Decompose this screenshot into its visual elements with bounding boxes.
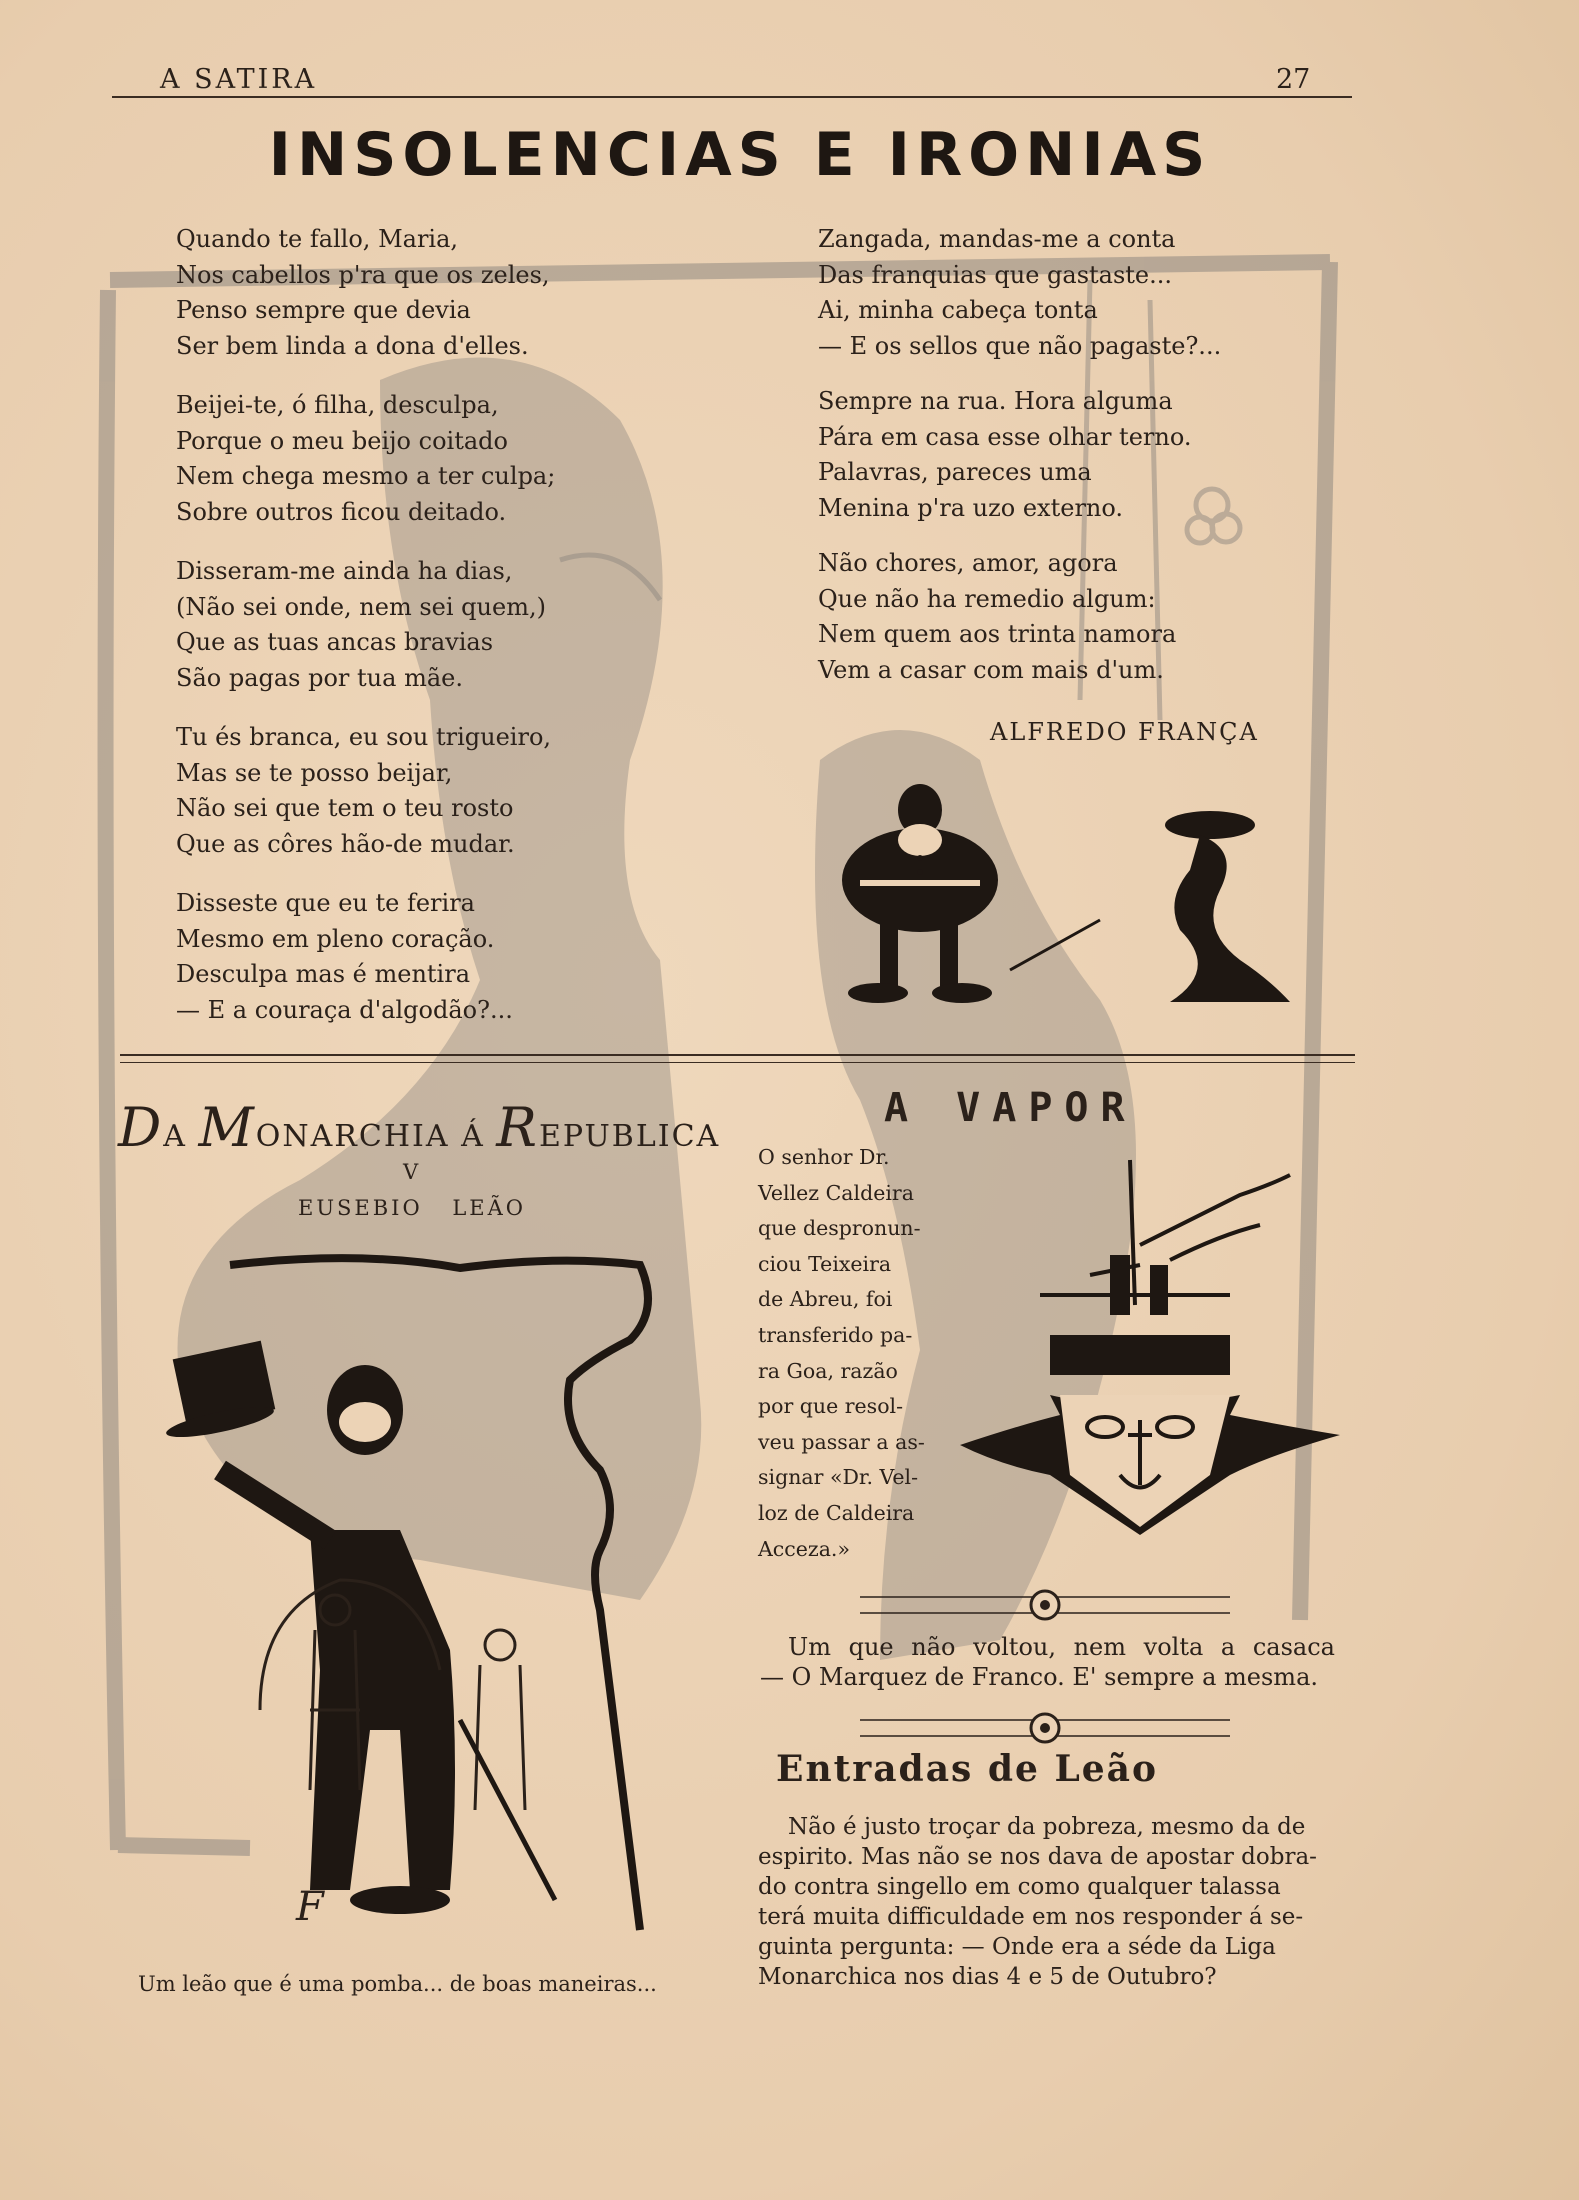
poem-line: Tu és branca, eu sou trigueiro,	[176, 723, 552, 751]
poem-line: Ser bem linda a dona d'elles.	[176, 331, 529, 360]
casaca-line: — O Marquez de Franco. E' sempre a mesma.	[760, 1663, 1318, 1691]
entradas-line: do contra singello em como qualquer talassa	[758, 1874, 1281, 1900]
policeman-illustration	[820, 780, 1320, 1020]
casaca-text	[760, 1632, 1335, 1692]
lady-figure	[1010, 811, 1290, 1002]
vapor-line: transferido pa-	[758, 1322, 913, 1347]
poem-line: Nem quem aos trinta namora	[818, 620, 1177, 648]
poem-line: Não chores, amor, agora	[818, 549, 1118, 577]
caricature-illustration	[160, 1250, 680, 1950]
monarchia-subtitle: EUSEBIO LEÃO	[298, 1196, 527, 1220]
entradas-title: Entradas de Leão	[776, 1748, 1158, 1790]
poem-stanza	[818, 222, 1221, 364]
section-divider	[120, 1054, 1355, 1056]
vapor-line: signar «Dr. Vel-	[758, 1465, 919, 1490]
poem-stanza	[818, 546, 1176, 688]
poem-line: Que as côres hão-de mudar.	[176, 829, 515, 858]
poem-line: Porque o meu beijo coitado	[176, 426, 508, 455]
vapor-line: loz de Caldeira	[758, 1500, 915, 1525]
running-head: A SATIRA	[160, 64, 318, 95]
poem-line: Ai, minha cabeça tonta	[818, 296, 1098, 324]
poem-line: Nem chega mesmo a ter culpa;	[176, 462, 556, 490]
gentleman-figure	[220, 1365, 455, 1914]
entradas-line: guinta pergunta: — Onde era a séde da Liga	[758, 1934, 1276, 1960]
entradas-line: Não é justo troçar da pobreza, mesmo da de	[788, 1814, 1306, 1840]
poem-line: Sobre outros ficou deitado.	[176, 497, 507, 526]
poem-stanza	[176, 222, 550, 364]
poem-line: Que não ha remedio algum:	[818, 584, 1156, 613]
poem-line: Quando te fallo, Maria,	[176, 225, 459, 253]
poem-stanza	[176, 554, 546, 696]
page-title: INSOLENCIAS E IRONIAS	[268, 120, 1212, 190]
poem-line: Desculpa mas é mentira	[176, 960, 470, 988]
poem-line: Disseste que eu te ferira	[176, 889, 475, 917]
entradas-line: espirito. Mas não se nos dava de apostar dobra-	[758, 1844, 1317, 1870]
ornament-separator	[860, 1585, 1230, 1625]
vapor-line: ciou Teixeira	[758, 1251, 892, 1276]
entradas-line: Monarchica nos dias 4 e 5 de Outubro?	[758, 1964, 1217, 1990]
poem-line: Penso sempre que devia	[176, 296, 471, 324]
vapor-line: de Abreu, foi	[758, 1287, 893, 1312]
poem-line: — E a couraça d'algodão?...	[176, 995, 513, 1024]
poem-stanza	[176, 388, 555, 530]
vapor-line: O senhor Dr.	[758, 1145, 890, 1169]
casaca-line: Um que não voltou, nem volta a casaca	[788, 1633, 1335, 1661]
policeman-figure	[842, 784, 998, 1003]
entradas-body	[758, 1812, 1356, 1992]
steamship-illustration	[940, 1155, 1340, 1555]
vapor-text	[758, 1140, 928, 1567]
vapor-title: A VAPOR	[884, 1085, 1137, 1131]
monarchia-title: DA MONARCHIA Á REPUBLICA	[118, 1096, 721, 1159]
poem-line: Mesmo em pleno coração.	[176, 924, 495, 953]
poem-line: Palavras, pareces uma	[818, 458, 1092, 486]
entradas-line: terá muita difficuldade em nos responder á se-	[758, 1904, 1304, 1930]
poem-line: Que as tuas ancas bravias	[176, 628, 494, 656]
poem-line: Das franquias que gastaste...	[818, 260, 1173, 289]
illustrator-signature: F	[296, 1884, 324, 1930]
page-number: 27	[1276, 64, 1311, 95]
poem-line: — E os sellos que não pagaste?...	[818, 331, 1222, 360]
poem-line: Disseram-me ainda ha dias,	[176, 557, 513, 585]
poem-line: Sempre na rua. Hora alguma	[818, 387, 1173, 415]
caricature-caption: Um leão que é uma pomba... de boas maneiras...	[138, 1972, 657, 1996]
header-rule	[112, 96, 1352, 98]
vapor-line: veu passar a as-	[758, 1429, 925, 1454]
poem-line: Não sei que tem o teu rosto	[176, 794, 514, 822]
poem-line: Menina p'ra uzo externo.	[818, 493, 1124, 522]
vapor-line: que despronun-	[758, 1216, 921, 1241]
poem-line: Vem a casar com mais d'um.	[818, 655, 1164, 684]
poem-line: São pagas por tua mãe.	[176, 663, 463, 692]
ornament-separator-2	[860, 1708, 1230, 1748]
poem-stanza	[176, 720, 551, 862]
vapor-line: ra Goa, razão	[758, 1358, 898, 1383]
poem-line: Nos cabellos p'ra que os zeles,	[176, 260, 550, 289]
monarchia-roman: V	[403, 1160, 422, 1184]
top-hat	[164, 1341, 276, 1444]
vapor-line: Acceza.»	[758, 1536, 850, 1561]
section-divider-2	[120, 1062, 1355, 1063]
vapor-line: Vellez Caldeira	[758, 1180, 914, 1205]
poem-author: ALFREDO FRANÇA	[990, 718, 1259, 746]
walking-cane	[460, 1720, 555, 1900]
poem-line: Beijei-te, ó filha, desculpa,	[176, 391, 499, 419]
poem-line: (Não sei onde, nem sei quem,)	[176, 592, 546, 621]
poem-stanza	[818, 384, 1191, 526]
poem-line: Zangada, mandas-me a conta	[818, 225, 1176, 253]
poem-line: Mas se te posso beijar,	[176, 758, 453, 787]
vapor-line: por que resol-	[758, 1394, 904, 1419]
poem-stanza	[176, 886, 513, 1028]
poem-line: Pára em casa esse olhar terno.	[818, 422, 1192, 451]
